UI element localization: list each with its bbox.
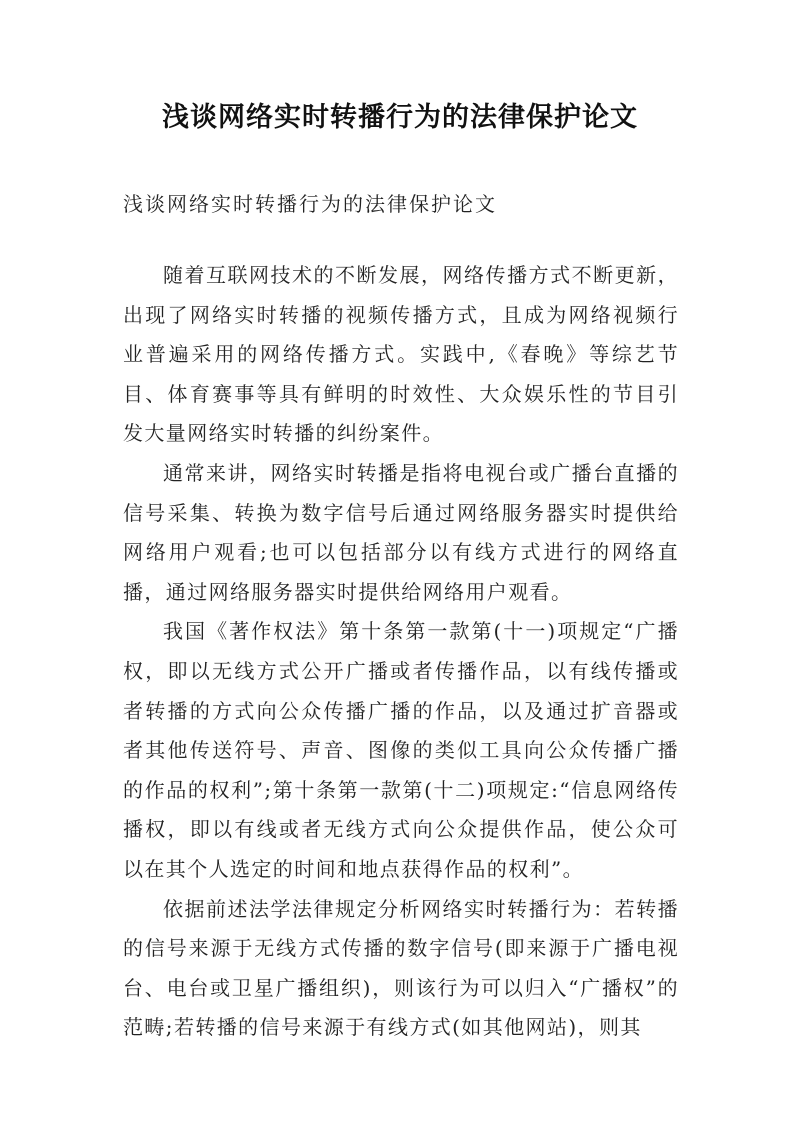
- document-title: 浅谈网络实时转播行为的法律保护论文: [162, 102, 638, 133]
- paragraph-3: 我国《著作权法》第十条第一款第(十一)项规定“广播权，即以无线方式公开广播或者传播作品，以有线传播或者转播的方式向公众传播广播的作品，以及通过扩音器或者其他传送符号、声音、图像的类似工具向公众传播广播的作品的权利”;第十条第一款第(十二)项规定:“信息网络传播权，即以有线或者无线方式向公众提供作品，使公众可以在其个人选定的时间和地点获得作品的权利”。: [123, 619, 679, 881]
- paragraph-4: 依据前述法学法律规定分析网络实时转播行为：若转播的信号来源于无线方式传播的数字信号(即来源于广播电视台、电台或卫星广播组织)，则该行为可以归入“广播权”的范畴;若转播的信号来源于有线方式(如其他网站)，则其: [123, 896, 679, 1040]
- document-body: [123, 256, 679, 1048]
- document-subtitle: 浅谈网络实时转播行为的法律保护论文: [123, 192, 497, 216]
- paragraph-2: 通常来讲，网络实时转播是指将电视台或广播台直播的信号采集、转换为数字信号后通过网络服务器实时提供给网络用户观看;也可以包括部分以有线方式进行的网络直播，通过网络服务器实时提供给网络用户观看。: [123, 460, 679, 604]
- paragraph-1: 随着互联网技术的不断发展，网络传播方式不断更新，出现了网络实时转播的视频传播方式，且成为网络视频行业普遍采用的网络传播方式。实践中,《春晚》等综艺节目、体育赛事等具有鲜明的时效性、大众娱乐性的节目引发大量网络实时转播的纠纷案件。: [123, 263, 679, 446]
